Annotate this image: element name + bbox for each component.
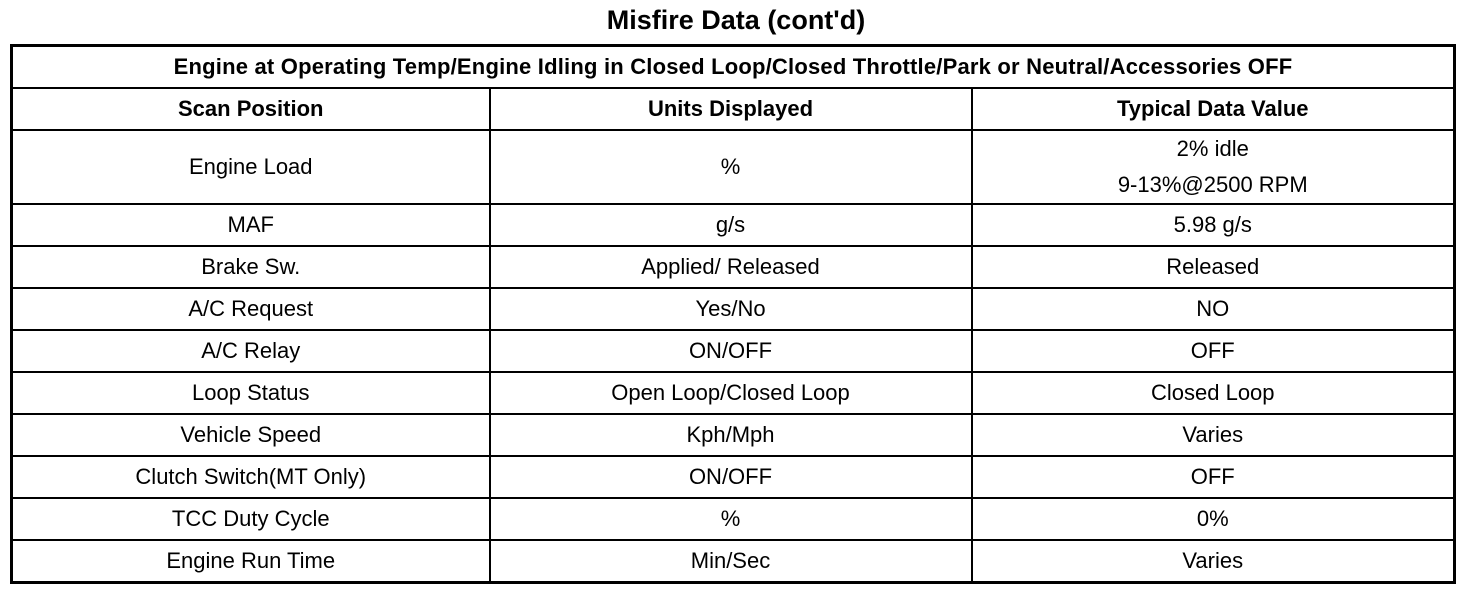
typical-value-cell: NO: [972, 288, 1455, 330]
table-row: [12, 456, 1455, 498]
column-header-scan-position: Scan Position: [12, 88, 490, 130]
scan-position-cell: A/C Relay: [12, 330, 490, 372]
scan-position-cell: Vehicle Speed: [12, 414, 490, 456]
column-header-units-displayed: Units Displayed: [490, 88, 972, 130]
scan-position-cell: Clutch Switch(MT Only): [12, 456, 490, 498]
table-row: [12, 288, 1455, 330]
scan-position-cell: A/C Request: [12, 288, 490, 330]
typical-value-cell: OFF: [972, 456, 1455, 498]
typical-value-cell: Varies: [972, 540, 1455, 583]
table-row: [12, 204, 1455, 246]
typical-value-line: 2% idle: [1176, 136, 1249, 161]
typical-value-cell: Released: [972, 246, 1455, 288]
scan-position-cell: Loop Status: [12, 372, 490, 414]
scan-position-cell: MAF: [12, 204, 490, 246]
column-header-typical-data-value: Typical Data Value: [972, 88, 1455, 130]
scan-position-cell: Engine Load: [12, 130, 490, 204]
units-cell: %: [490, 498, 972, 540]
typical-value-cell: 5.98 g/s: [972, 204, 1455, 246]
units-cell: g/s: [490, 204, 972, 246]
scan-position-cell: TCC Duty Cycle: [12, 498, 490, 540]
units-cell: Yes/No: [490, 288, 972, 330]
table-row: [12, 246, 1455, 288]
typical-value-cell: Varies: [972, 414, 1455, 456]
typical-value-line: 9-13%@2500 RPM: [1117, 172, 1308, 197]
typical-value-cell: OFF: [972, 330, 1455, 372]
scan-position-cell: Engine Run Time: [12, 540, 490, 583]
table-condition-header: Engine at Operating Temp/Engine Idling in Closed Loop/Closed Throttle/Park or Neutral/Accessories OFF: [12, 46, 1455, 89]
units-cell: ON/OFF: [490, 330, 972, 372]
table-row: [12, 372, 1455, 414]
misfire-data-table: [10, 44, 1456, 584]
units-cell: Open Loop/Closed Loop: [490, 372, 972, 414]
table-row: [12, 540, 1455, 583]
scan-position-cell: Brake Sw.: [12, 246, 490, 288]
table-row: [12, 130, 1455, 204]
typical-value-cell: [972, 130, 1455, 204]
units-cell: Kph/Mph: [490, 414, 972, 456]
units-cell: %: [490, 130, 972, 204]
table-row: [12, 498, 1455, 540]
typical-value-cell: 0%: [972, 498, 1455, 540]
units-cell: ON/OFF: [490, 456, 972, 498]
units-cell: Applied/ Released: [490, 246, 972, 288]
typical-value-cell: Closed Loop: [972, 372, 1455, 414]
page-title: Misfire Data (cont'd): [606, 5, 866, 35]
table-row: [12, 330, 1455, 372]
units-cell: Min/Sec: [490, 540, 972, 583]
table-row: [12, 414, 1455, 456]
